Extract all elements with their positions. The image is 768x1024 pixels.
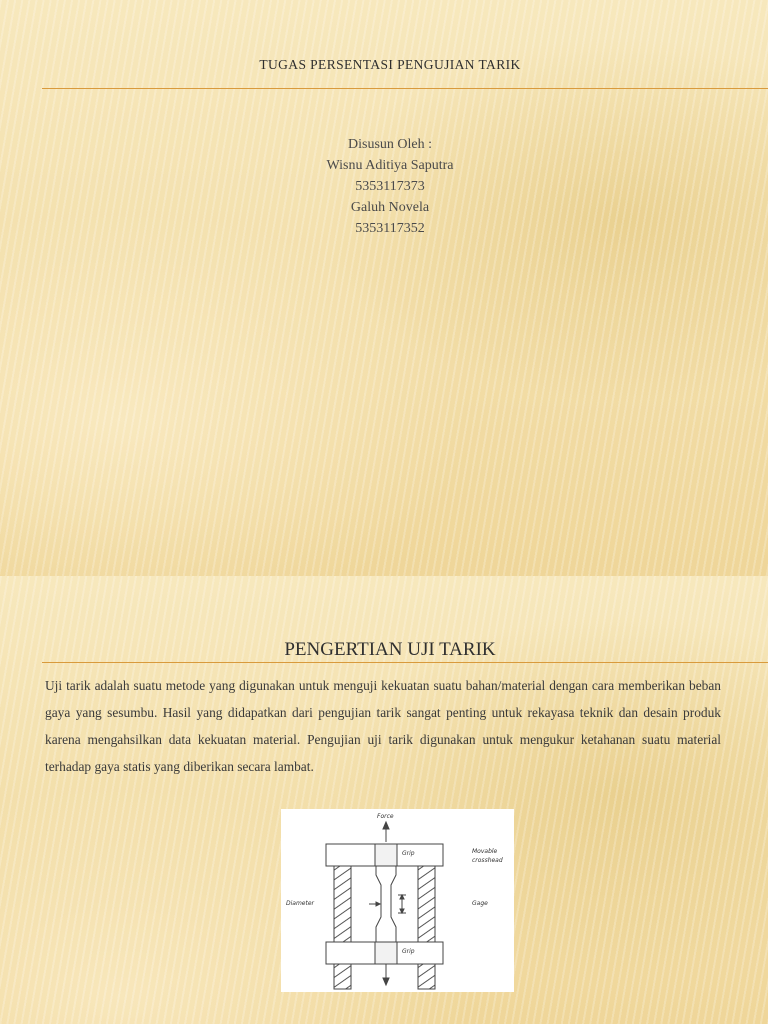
- grip-bottom-label: Grip: [402, 948, 415, 955]
- author-id: 5353117373: [355, 179, 425, 194]
- author-heading: Disusun Oleh :: [348, 137, 432, 152]
- presentation-title: TUGAS PERSENTASI PENGUJIAN TARIK: [259, 57, 521, 72]
- force-label: Force: [377, 813, 394, 820]
- crosshead-label: crosshead: [472, 857, 503, 864]
- title-divider: [42, 88, 768, 89]
- author-block: [0, 134, 768, 239]
- author-id: 5353117352: [355, 221, 425, 236]
- movable-label: Movable: [472, 848, 498, 855]
- tensile-test-diagram: [281, 809, 514, 992]
- slide-title: PENGERTIAN UJI TARIK: [284, 639, 496, 660]
- tensile-machine-drawing: [281, 809, 514, 992]
- author-name: Wisnu Aditiya Saputra: [326, 158, 454, 173]
- diameter-label: Diameter: [286, 900, 315, 907]
- author-name: Galuh Novela: [350, 200, 430, 215]
- definition-paragraph: Uji tarik adalah suatu metode yang digunakan untuk menguji kekuatan suatu bahan/material dengan cara memberikan beban gaya yang sesumbu. Hasil yang didapatkan dari pengujian tarik sangat penting untuk rekayasa teknik dan desain produk karena mengahsilkan data kekuatan material. Pengujian uji tarik digunakan untuk mengukur ketahanan suatu material terhadap gaya statis yang diberikan secara lambat.: [45, 678, 721, 774]
- gage-label: Gage: [472, 900, 488, 907]
- grip-top-label: Grip: [402, 850, 415, 857]
- definition-slide: [0, 576, 768, 1024]
- title-divider: [42, 662, 768, 663]
